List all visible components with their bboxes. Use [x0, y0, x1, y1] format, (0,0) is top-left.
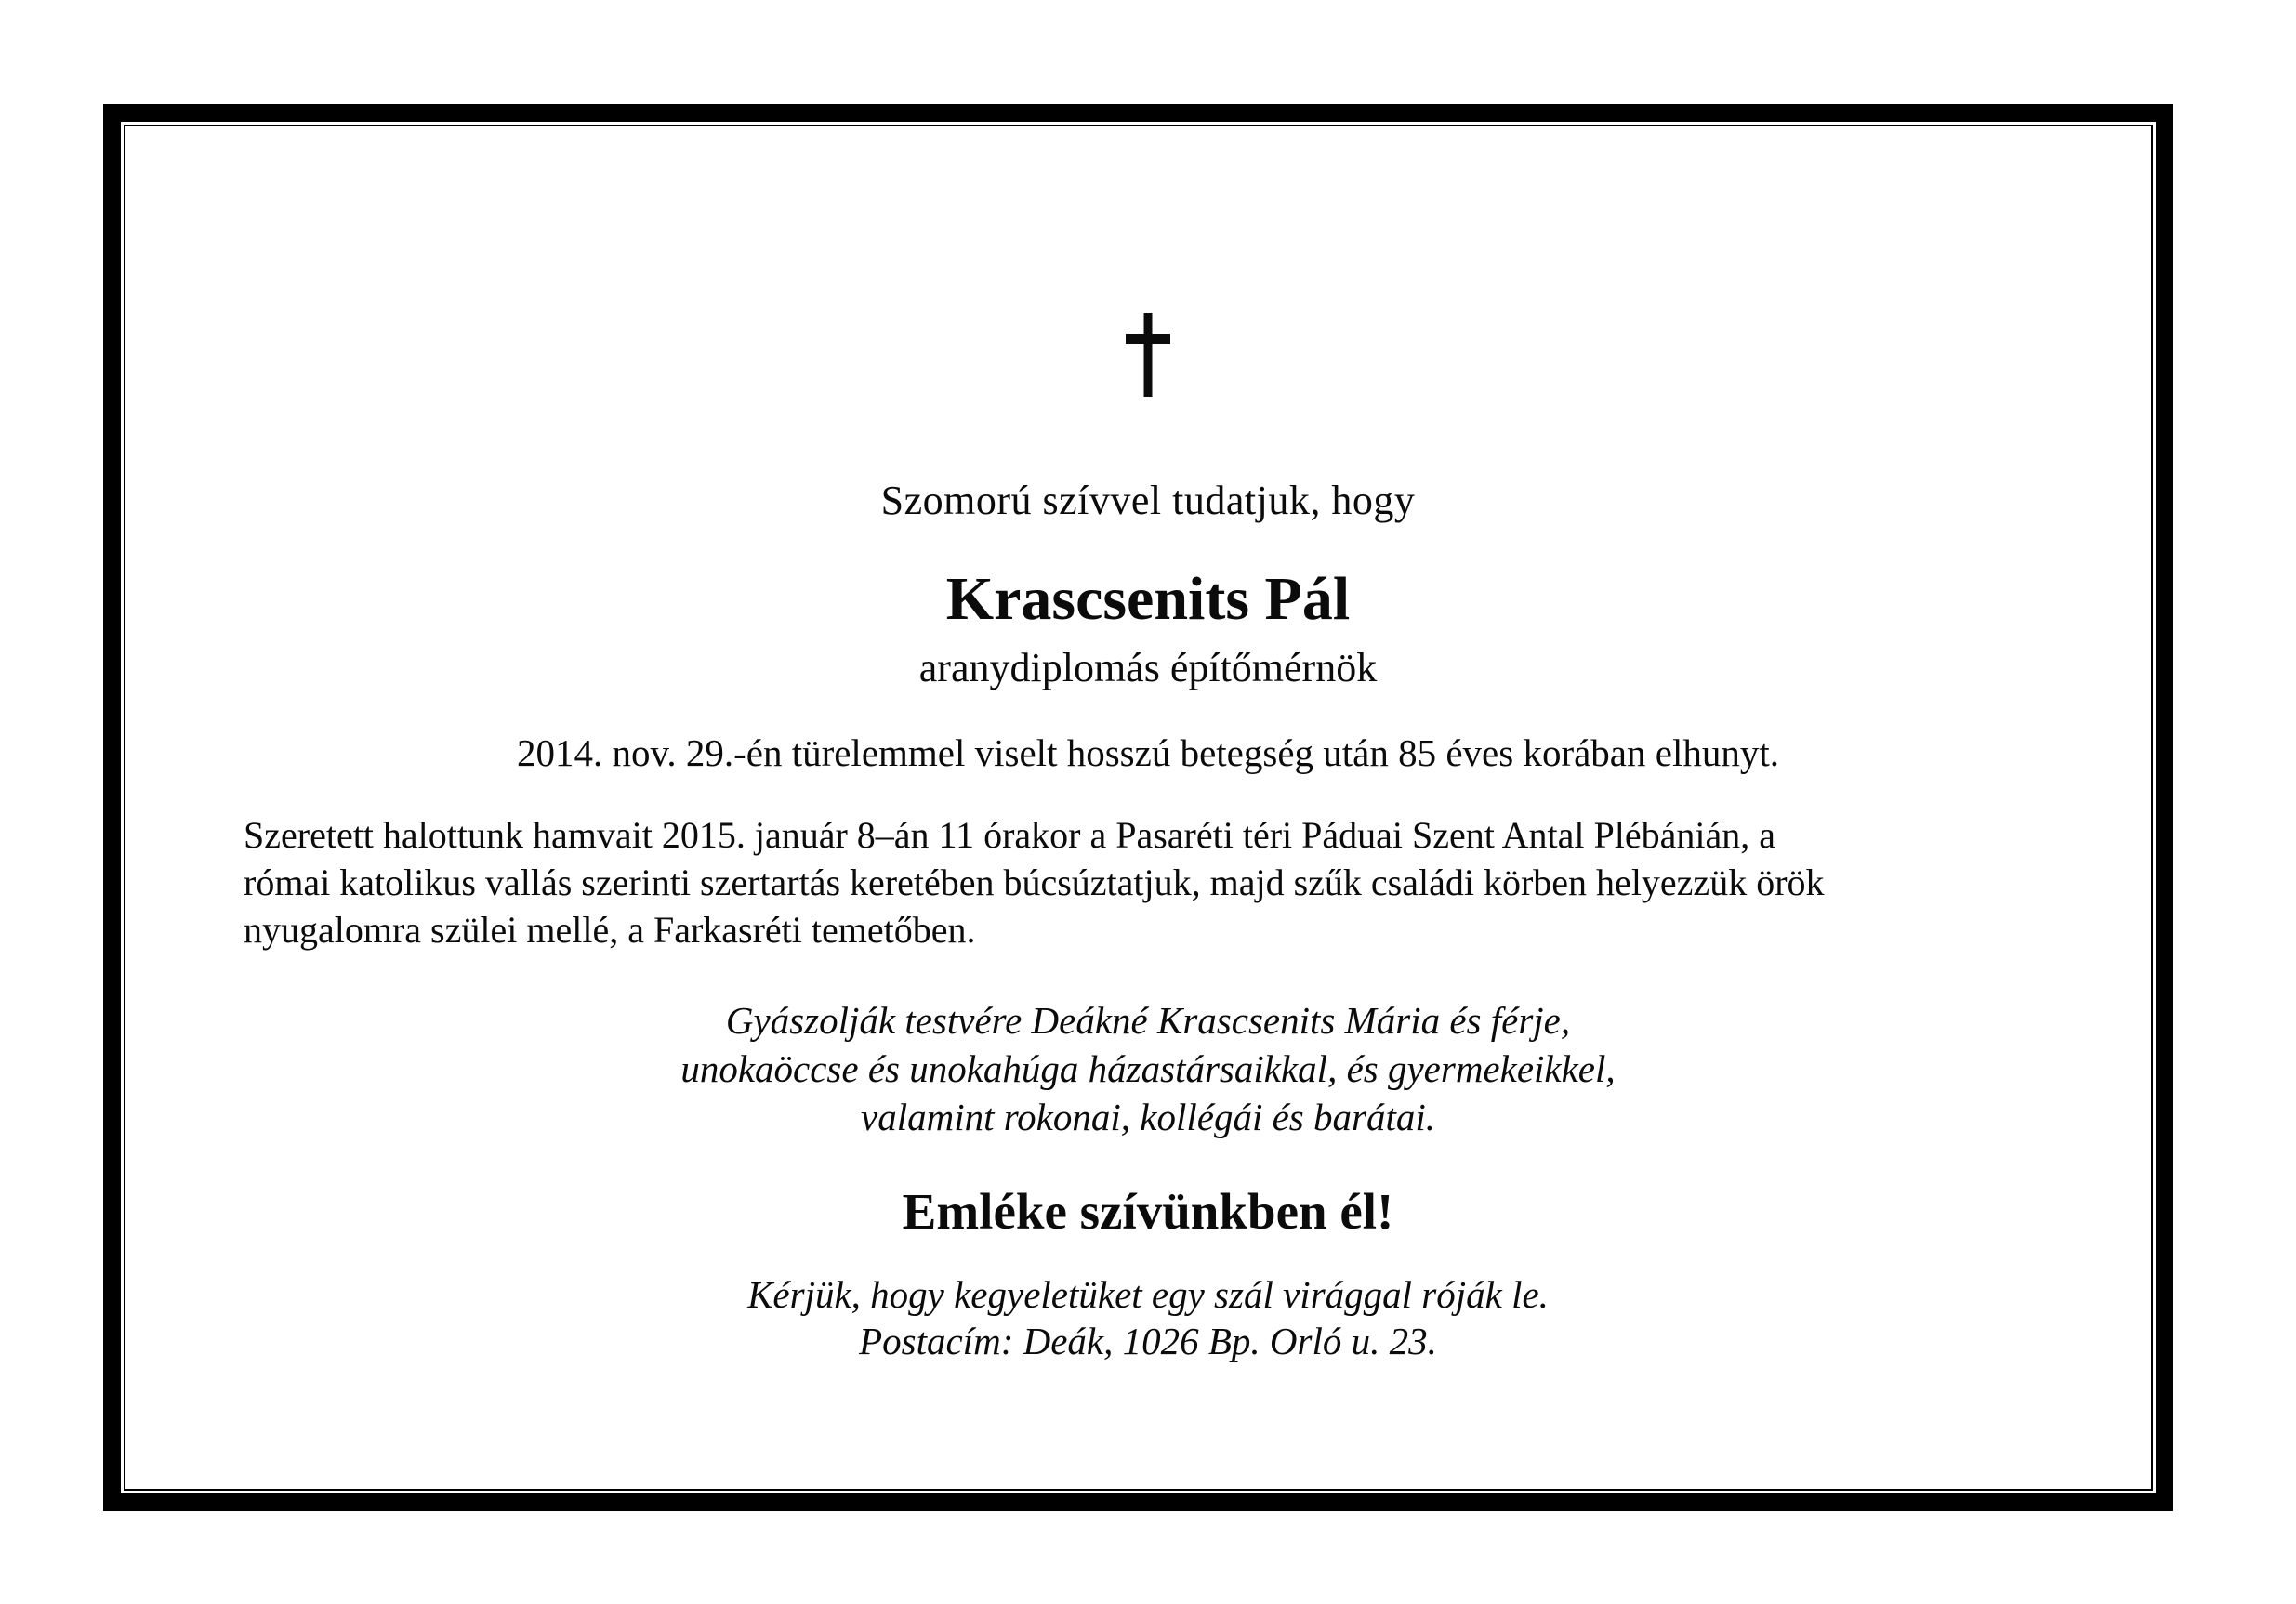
cross-vertical-bar — [1144, 313, 1153, 397]
request-line-2: Postacím: Deák, 1026 Bp. Orló u. 23. — [859, 1320, 1437, 1362]
request-paragraph — [130, 1271, 2166, 1364]
notice-content — [130, 0, 2166, 1604]
mourners-paragraph — [130, 996, 2166, 1141]
closing-line: Emléke szívünkben él! — [902, 1183, 1394, 1240]
deceased-name: Krascsenits Pál — [945, 565, 1351, 633]
death-announcement-line: 2014. nov. 29.-én türelemmel viselt hosszú betegség után 85 éves korában elhunyt. — [517, 731, 1779, 774]
deceased-title: aranydiplomás építőmérnök — [918, 645, 1378, 690]
funeral-details-line-2: római katolikus vallás szerinti szertartás keretében búcsúztatjuk, majd szűk családi körben helyezzük örök — [244, 861, 1825, 903]
mourners-line-3: valamint rokonai, kollégái és barátai. — [861, 1096, 1435, 1138]
latin-cross-icon — [1126, 313, 1170, 397]
mourners-line-2: unokaöccse és unokahúga házastársaikkal, és gyermekeikkel, — [680, 1047, 1616, 1090]
opening-line: Szomorú szívvel tudatjuk, hogy — [880, 478, 1416, 523]
funeral-details-paragraph — [130, 811, 2166, 953]
mourners-line-1: Gyászolják testvére Deákné Krascsenits Mária és férje, — [725, 999, 1571, 1042]
request-line-1: Kérjük, hogy kegyeletüket egy szál virággal róják le. — [747, 1273, 1549, 1316]
cross-horizontal-bar — [1126, 334, 1170, 344]
funeral-details-line-3: nyugalomra szülei mellé, a Farkasréti temetőben. — [244, 909, 976, 951]
funeral-details-line-1: Szeretett halottunk hamvait 2015. január 8–án 11 órakor a Pasaréti téri Páduai Szent Antal Plébánián, a — [244, 814, 1776, 856]
